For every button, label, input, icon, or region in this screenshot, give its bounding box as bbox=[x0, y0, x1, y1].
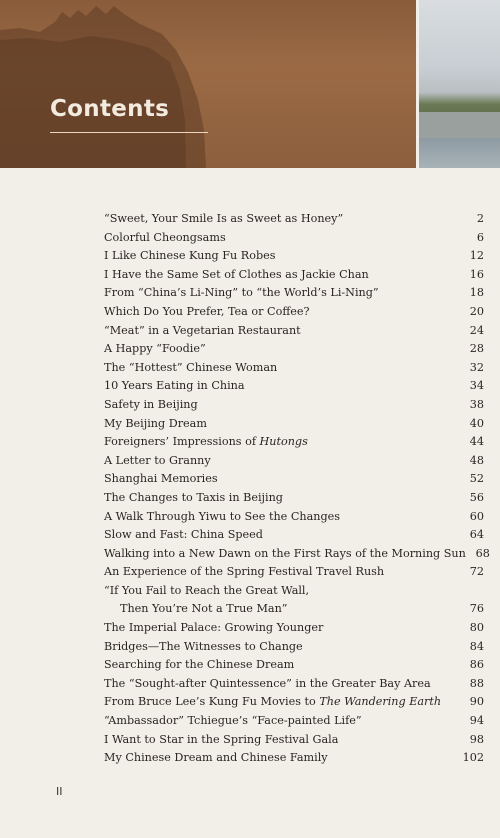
toc-entry-page: 76 bbox=[469, 602, 484, 616]
toc-entry-page: 44 bbox=[469, 435, 484, 449]
toc-entry-page: 68 bbox=[475, 546, 490, 560]
toc-entry-page: 80 bbox=[469, 621, 484, 635]
toc-entry[interactable] bbox=[104, 656, 484, 675]
toc-entry-page: 88 bbox=[469, 676, 484, 690]
toc-entry[interactable] bbox=[104, 377, 484, 396]
toc-entry-title-text: The “Hottest” Chinese Woman bbox=[104, 360, 278, 374]
toc-entry-title bbox=[104, 452, 211, 471]
toc-entry-page: 48 bbox=[469, 453, 484, 467]
toc-entry-title-text: The Changes to Taxis in Beijing bbox=[104, 490, 283, 504]
toc-entry[interactable] bbox=[104, 284, 484, 303]
toc-entry-title bbox=[104, 470, 218, 489]
toc-entry-title bbox=[104, 638, 303, 657]
toc-entry-title bbox=[104, 229, 226, 248]
toc-entry-page: 38 bbox=[469, 397, 484, 411]
toc-entry-title-text: From “China’s Li-Ning” to “the World’s Li-Ning” bbox=[104, 286, 379, 300]
toc-entry-title-text: I Like Chinese Kung Fu Robes bbox=[104, 249, 276, 263]
toc-entry-page: 56 bbox=[469, 490, 484, 504]
toc-entry-title-italic: The Wandering Earth bbox=[319, 695, 442, 709]
moat-photo-water bbox=[419, 138, 500, 168]
toc-entry-page: 32 bbox=[469, 360, 484, 374]
toc-entry-title-text: Bridges—The Witnesses to Change bbox=[104, 639, 303, 653]
toc-entry[interactable] bbox=[104, 508, 484, 527]
toc-entry-title-text: A Happy “Foodie” bbox=[104, 342, 206, 356]
toc-entry-page: 28 bbox=[469, 342, 484, 356]
toc-entry-page: 16 bbox=[469, 267, 484, 281]
toc-entry-page: 6 bbox=[476, 230, 484, 244]
toc-entry-page: 98 bbox=[469, 732, 484, 746]
toc-entry-page: 72 bbox=[469, 565, 484, 579]
toc-entry[interactable] bbox=[104, 229, 484, 248]
toc-entry-title bbox=[104, 526, 263, 545]
toc-entry-title-text: I Want to Star in the Spring Festival Gala bbox=[104, 732, 339, 746]
toc-entry[interactable] bbox=[104, 489, 484, 508]
toc-entry[interactable] bbox=[104, 322, 484, 341]
toc-entry[interactable] bbox=[104, 749, 484, 768]
toc-entry[interactable] bbox=[104, 563, 484, 582]
toc-entry-title bbox=[104, 340, 206, 359]
toc-entry-title-text: I Have the Same Set of Clothes as Jackie Chan bbox=[104, 267, 369, 281]
toc-entry[interactable] bbox=[104, 210, 484, 229]
toc-entry-page: 102 bbox=[462, 751, 484, 765]
page-number: II bbox=[56, 785, 63, 798]
toc-entry-title bbox=[104, 656, 294, 675]
toc-entry[interactable] bbox=[104, 545, 490, 564]
toc-entry[interactable] bbox=[104, 582, 484, 619]
rooftop-shadow-image bbox=[0, 0, 416, 168]
toc-entry-title-text: Searching for the Chinese Dream bbox=[104, 658, 295, 672]
toc-entry-title bbox=[104, 731, 338, 750]
toc-entry-title-text: An Experience of the Spring Festival Travel Rush bbox=[104, 565, 385, 579]
toc-entry-page: 86 bbox=[469, 658, 484, 672]
toc-entry-title bbox=[104, 303, 310, 322]
table-of-contents bbox=[104, 210, 490, 768]
header-banner bbox=[0, 0, 500, 168]
toc-entry-title bbox=[104, 396, 198, 415]
toc-entry[interactable] bbox=[104, 693, 484, 712]
toc-entry-title-text: “If You Fail to Reach the Great Wall, bbox=[104, 583, 310, 597]
toc-entry-page: 2 bbox=[476, 212, 484, 225]
toc-entry-title-text: A Letter to Granny bbox=[104, 453, 211, 467]
title-underline bbox=[50, 132, 208, 133]
toc-entry-page: 20 bbox=[469, 304, 484, 318]
toc-entry-title bbox=[104, 675, 431, 694]
toc-entry-title bbox=[104, 563, 384, 582]
toc-entry[interactable] bbox=[104, 712, 484, 731]
toc-entry[interactable] bbox=[104, 359, 484, 378]
moat-photo-wall bbox=[419, 112, 500, 138]
toc-entry-title-text: Slow and Fast: China Speed bbox=[104, 528, 263, 542]
toc-entry-title-text: The “Sought-after Quintessence” in the Greater Bay Area bbox=[104, 676, 431, 690]
toc-entry-title bbox=[104, 377, 245, 396]
toc-entry-title-text: Safety in Beijing bbox=[104, 397, 198, 411]
toc-entry[interactable] bbox=[104, 731, 484, 750]
toc-entry-title bbox=[104, 433, 308, 452]
toc-entry-page: 40 bbox=[469, 416, 484, 430]
toc-entry-title bbox=[104, 749, 328, 768]
toc-entry[interactable] bbox=[104, 452, 484, 471]
toc-entry-page: 18 bbox=[469, 286, 484, 300]
toc-entry-title bbox=[104, 210, 343, 229]
toc-entry-title bbox=[104, 322, 301, 341]
toc-entry-page: 84 bbox=[469, 639, 484, 653]
toc-entry-title-text: My Chinese Dream and Chinese Family bbox=[104, 751, 328, 765]
toc-entry-title-text: “Ambassador” Tchiegue’s “Face-painted Life” bbox=[104, 714, 362, 728]
toc-entry-title bbox=[104, 619, 323, 638]
toc-entry-title-text: A Walk Through Yiwu to See the Changes bbox=[104, 509, 341, 523]
toc-entry-title bbox=[104, 359, 277, 378]
toc-entry[interactable] bbox=[104, 340, 484, 359]
toc-entry-page: 94 bbox=[469, 714, 484, 728]
toc-entry-title-text: “Meat” in a Vegetarian Restaurant bbox=[104, 323, 301, 337]
toc-entry[interactable] bbox=[104, 675, 484, 694]
toc-entry-title bbox=[104, 545, 466, 564]
toc-entry-title bbox=[104, 712, 362, 731]
toc-entry[interactable] bbox=[104, 415, 484, 434]
toc-entry-page: 24 bbox=[469, 323, 484, 337]
toc-entry-title bbox=[104, 693, 441, 712]
toc-entry-page: 12 bbox=[469, 249, 484, 263]
toc-entry-page: 52 bbox=[469, 472, 484, 486]
toc-entry-page: 64 bbox=[469, 528, 484, 542]
toc-entry[interactable] bbox=[104, 526, 484, 545]
toc-entry[interactable] bbox=[104, 303, 484, 322]
page-title: Contents bbox=[50, 96, 170, 122]
toc-entry-title bbox=[104, 582, 309, 619]
toc-entry-title-italic: Hutongs bbox=[259, 435, 308, 449]
toc-entry-page: 34 bbox=[469, 379, 484, 393]
toc-entry-title-text: Walking into a New Dawn on the First Rays of the Morning Sun bbox=[104, 546, 466, 560]
toc-entry-title bbox=[104, 415, 207, 434]
toc-entry-title-text: Shanghai Memories bbox=[104, 472, 218, 486]
toc-entry-title bbox=[104, 489, 283, 508]
toc-entry[interactable] bbox=[104, 247, 484, 266]
toc-entry-title-text: Colorful Cheongsams bbox=[104, 230, 226, 244]
toc-entry-page: 90 bbox=[469, 695, 484, 709]
toc-entry-title-text: My Beijing Dream bbox=[104, 416, 207, 430]
toc-entry-title-line2: Then You’re Not a True Man” bbox=[120, 602, 288, 616]
toc-entry-title-text: From Bruce Lee’s Kung Fu Movies to bbox=[104, 695, 316, 709]
toc-entry-title bbox=[104, 247, 275, 266]
toc-entry-title-text: Foreigners’ Impressions of bbox=[104, 435, 256, 449]
toc-entry-title-text: “Sweet, Your Smile Is as Sweet as Honey” bbox=[104, 212, 344, 225]
toc-entry[interactable] bbox=[104, 396, 484, 415]
toc-entry[interactable] bbox=[104, 433, 484, 452]
toc-entry-title-text: Which Do You Prefer, Tea or Coffee? bbox=[104, 304, 310, 318]
toc-entry-page: 60 bbox=[469, 509, 484, 523]
toc-entry-title-text: The Imperial Palace: Growing Younger bbox=[104, 621, 324, 635]
toc-entry-title bbox=[104, 508, 340, 527]
toc-entry-title bbox=[104, 284, 379, 303]
toc-entry[interactable] bbox=[104, 266, 484, 285]
toc-entry[interactable] bbox=[104, 470, 484, 489]
toc-entry[interactable] bbox=[104, 619, 484, 638]
toc-entry[interactable] bbox=[104, 638, 484, 657]
toc-entry-title-text: 10 Years Eating in China bbox=[104, 379, 245, 393]
toc-entry-title bbox=[104, 266, 369, 285]
